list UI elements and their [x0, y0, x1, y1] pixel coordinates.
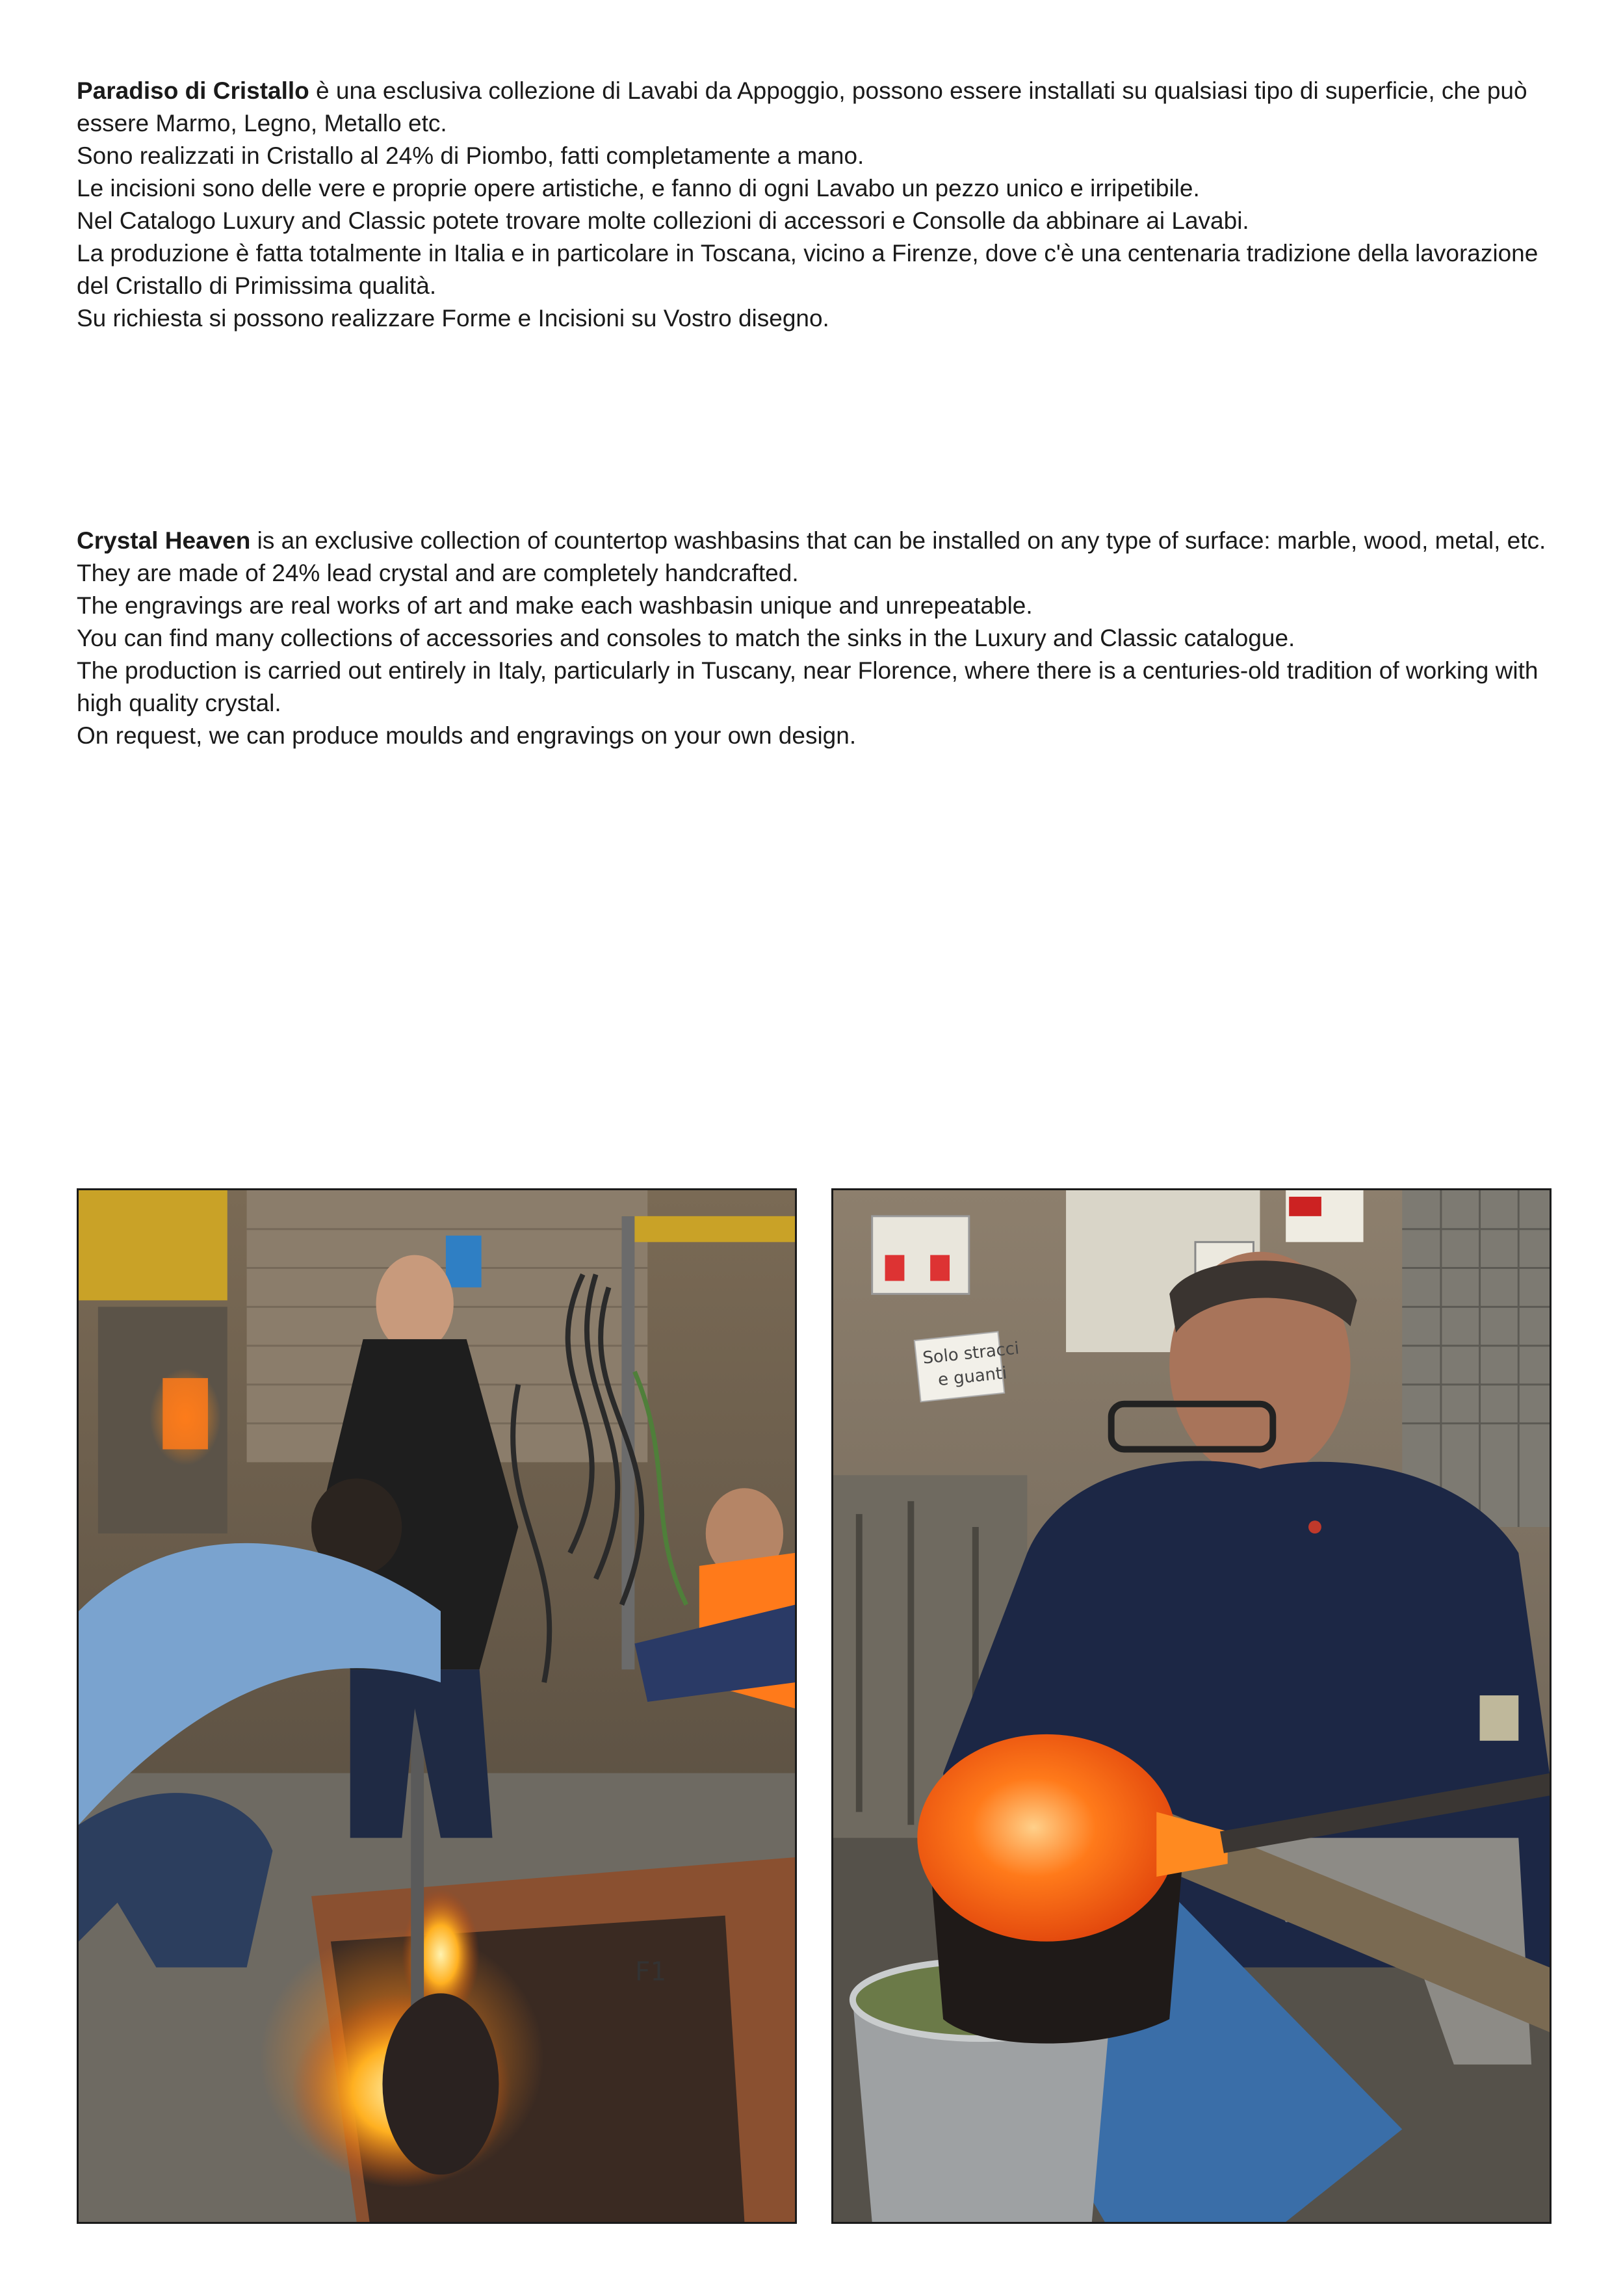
photo-glassmaker-shaping [831, 1188, 1552, 2224]
english-description [77, 525, 1547, 752]
english-line: On request, we can produce moulds and engravings on your own design. [77, 722, 857, 749]
italian-line: Su richiesta si possono realizzare Forme e Incisioni su Vostro disegno. [77, 305, 829, 332]
italian-line: Sono realizzati in Cristallo al 24% di Piombo, fatti completamente a mano. [77, 142, 864, 169]
english-collection-name: Crystal Heaven [77, 527, 251, 554]
glassmaker-scene-illustration [833, 1190, 1550, 2222]
english-line: The production is carried out entirely in Italy, particularly in Tuscany, near Florence, where there is a centuries-old tradition of working with high quality crystal. [77, 657, 1539, 716]
italian-description [77, 75, 1547, 335]
sign-line-1: Solo stracci [922, 1338, 1020, 1368]
italian-line: Le incisioni sono delle vere e proprie opere artistiche, e fanno di ogni Lavabo un pezzo unico e irripetibile. [77, 175, 1200, 202]
furnace-label: F1 [634, 1957, 666, 1987]
italian-intro-paragraph [77, 75, 1547, 140]
italian-line: Nel Catalogo Luxury and Classic potete trovare molte collezioni di accessori e Consolle da abbinare ai Lavabi. [77, 207, 1249, 234]
italian-intro-text: è una esclusiva collezione di Lavabi da Appoggio, possono essere installati su qualsiasi tipo di superficie, che può essere Marmo, Legno, Metallo etc. [77, 77, 1527, 137]
english-line: They are made of 24% lead crystal and are completely handcrafted. [77, 560, 799, 586]
photo-glassblowers-furnace [77, 1188, 797, 2224]
sign-line-2: e guanti [937, 1363, 1008, 1390]
english-intro-text: is an exclusive collection of countertop washbasins that can be installed on any type of surface: marble, wood, metal, etc. [250, 527, 1546, 554]
italian-collection-name: Paradiso di Cristallo [77, 77, 309, 104]
italian-line: La produzione è fatta totalmente in Italia e in particolare in Toscana, vicino a Firenze, dove c'è una centenaria tradizione della lavorazione del Cristallo di Primissima qualità. [77, 240, 1539, 299]
english-intro-paragraph [77, 525, 1547, 557]
english-line: The engravings are real works of art and make each washbasin unique and unrepeatable. [77, 592, 1033, 619]
english-line: You can find many collections of accessories and consoles to match the sinks in the Luxury and Classic catalogue. [77, 625, 1295, 651]
furnace-scene-illustration [79, 1190, 795, 2222]
